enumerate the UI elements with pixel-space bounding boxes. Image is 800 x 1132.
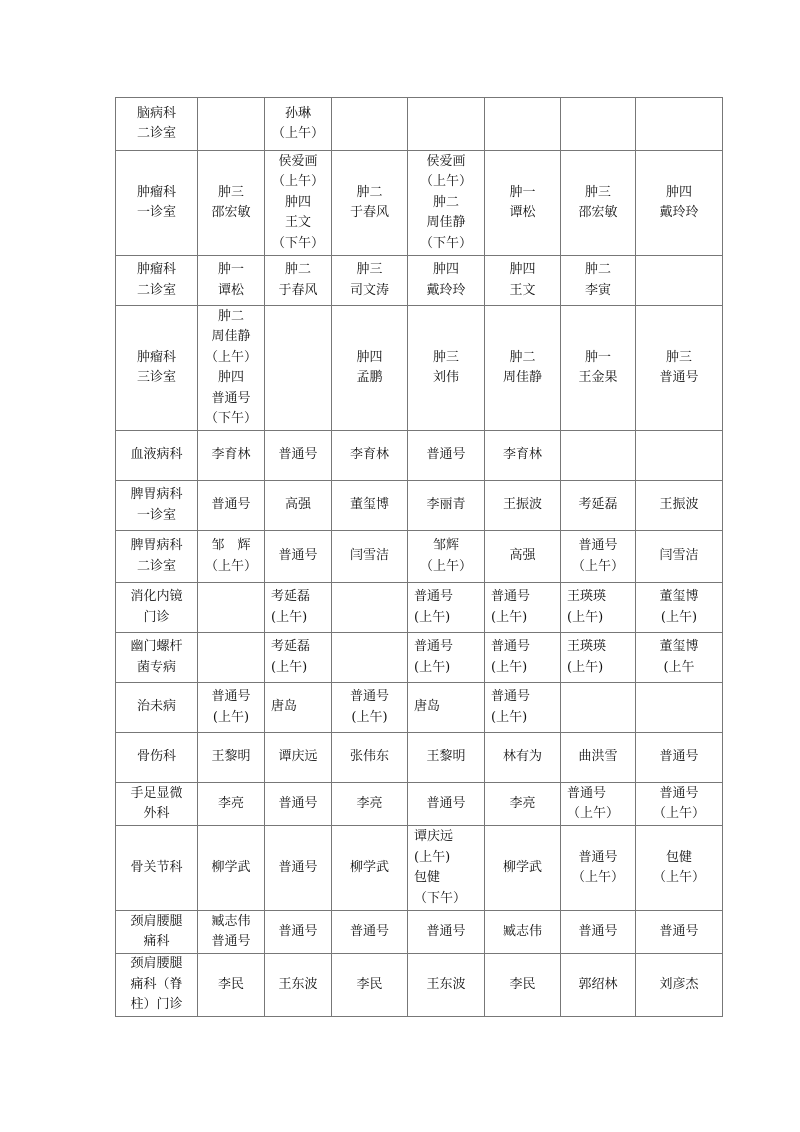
doctor-cell: 普通号 (上午) <box>408 633 485 683</box>
doctor-cell: 肿二 周佳静 （上午） 肿四 普通号 （下午） <box>198 306 265 431</box>
department-cell: 肿瘤科 三诊室 <box>116 306 198 431</box>
doctor-cell: 董玺博 (上午) <box>636 583 723 633</box>
doctor-cell <box>636 431 723 481</box>
doctor-cell <box>636 98 723 151</box>
doctor-cell: 王瑛瑛 (上午) <box>561 583 636 633</box>
doctor-cell: 普通号 （上午） <box>561 826 636 911</box>
doctor-cell: 林有为 <box>485 733 561 783</box>
doctor-cell: 普通号 <box>265 911 332 954</box>
table-row <box>116 431 723 481</box>
doctor-cell <box>408 98 485 151</box>
department-cell: 脾胃病科 二诊室 <box>116 531 198 583</box>
doctor-cell: 董玺博 (上午 <box>636 633 723 683</box>
table-row <box>116 98 723 151</box>
table-row <box>116 783 723 826</box>
doctor-cell: 高强 <box>265 481 332 531</box>
doctor-cell: 臧志伟 普通号 <box>198 911 265 954</box>
doctor-cell: 普通号 <box>408 431 485 481</box>
doctor-cell: 普通号 (上午) <box>198 683 265 733</box>
doctor-cell: 普通号 <box>636 911 723 954</box>
doctor-cell: 王振波 <box>636 481 723 531</box>
doctor-cell: 谭庆远 (上午) 包健 （下午） <box>408 826 485 911</box>
doctor-cell: 肿二 于春风 <box>265 256 332 306</box>
doctor-cell: 普通号 (上午) <box>332 683 408 733</box>
doctor-cell: 普通号 <box>332 911 408 954</box>
doctor-cell: 肿四 戴玲玲 <box>636 151 723 256</box>
doctor-cell: 邹辉 （上午） <box>408 531 485 583</box>
doctor-cell: 普通号 <box>265 431 332 481</box>
doctor-cell: 普通号 (上午) <box>485 683 561 733</box>
doctor-cell: 肿一 王金果 <box>561 306 636 431</box>
doctor-cell: 肿三 邵宏敏 <box>198 151 265 256</box>
doctor-cell <box>198 98 265 151</box>
doctor-cell: 肿二 李寅 <box>561 256 636 306</box>
doctor-cell: 普通号 <box>561 911 636 954</box>
doctor-cell <box>561 431 636 481</box>
schedule-body <box>116 98 723 1017</box>
doctor-cell: 李亮 <box>485 783 561 826</box>
department-cell: 肿瘤科 一诊室 <box>116 151 198 256</box>
doctor-cell <box>485 98 561 151</box>
doctor-cell: 肿一 谭松 <box>485 151 561 256</box>
doctor-cell: 曲洪雪 <box>561 733 636 783</box>
doctor-cell: 普通号 <box>198 481 265 531</box>
doctor-cell: 包健 （上午） <box>636 826 723 911</box>
doctor-cell: 郭绍林 <box>561 954 636 1017</box>
department-cell: 手足显微 外科 <box>116 783 198 826</box>
doctor-cell: 张伟东 <box>332 733 408 783</box>
table-row <box>116 481 723 531</box>
doctor-cell: 王黎明 <box>408 733 485 783</box>
doctor-cell <box>636 683 723 733</box>
doctor-cell: 普通号 (上午) <box>485 583 561 633</box>
table-row <box>116 911 723 954</box>
doctor-cell: 普通号 <box>265 531 332 583</box>
table-row <box>116 151 723 256</box>
doctor-cell <box>198 583 265 633</box>
department-cell: 骨关节科 <box>116 826 198 911</box>
department-cell: 肿瘤科 二诊室 <box>116 256 198 306</box>
department-cell: 颈肩腰腿 痛科（脊 柱）门诊 <box>116 954 198 1017</box>
doctor-cell: 肿三 邵宏敏 <box>561 151 636 256</box>
doctor-cell: 肿四 戴玲玲 <box>408 256 485 306</box>
table-row <box>116 531 723 583</box>
department-cell: 治未病 <box>116 683 198 733</box>
table-row <box>116 633 723 683</box>
doctor-cell: 谭庆远 <box>265 733 332 783</box>
doctor-cell: 柳学武 <box>198 826 265 911</box>
doctor-cell: 普通号 （上午） <box>561 783 636 826</box>
department-cell: 骨伤科 <box>116 733 198 783</box>
doctor-cell: 高强 <box>485 531 561 583</box>
doctor-cell: 董玺博 <box>332 481 408 531</box>
department-cell: 消化内镜 门诊 <box>116 583 198 633</box>
doctor-cell: 王东波 <box>265 954 332 1017</box>
doctor-cell: 孙琳 （上午） <box>265 98 332 151</box>
doctor-cell: 李丽青 <box>408 481 485 531</box>
doctor-cell: 普通号 （上午） <box>561 531 636 583</box>
doctor-cell: 刘彦杰 <box>636 954 723 1017</box>
doctor-cell <box>198 633 265 683</box>
department-cell: 血液病科 <box>116 431 198 481</box>
doctor-cell <box>332 633 408 683</box>
doctor-cell: 唐岛 <box>265 683 332 733</box>
doctor-cell: 臧志伟 <box>485 911 561 954</box>
table-row <box>116 733 723 783</box>
doctor-cell: 侯爱画 （上午） 肿二 周佳静 （下午） <box>408 151 485 256</box>
table-row <box>116 306 723 431</box>
doctor-cell <box>636 256 723 306</box>
department-cell: 脾胃病科 一诊室 <box>116 481 198 531</box>
doctor-cell: 普通号 （上午） <box>636 783 723 826</box>
department-cell: 颈肩腰腿 痛科 <box>116 911 198 954</box>
doctor-cell: 李育林 <box>332 431 408 481</box>
doctor-cell: 闫雪洁 <box>636 531 723 583</box>
doctor-cell: 侯爱画 （上午） 肿四 王文 （下午） <box>265 151 332 256</box>
schedule-table <box>115 97 723 1017</box>
doctor-cell <box>561 683 636 733</box>
doctor-cell: 肿二 于春风 <box>332 151 408 256</box>
doctor-cell: 普通号 (上午) <box>408 583 485 633</box>
doctor-cell: 王振波 <box>485 481 561 531</box>
doctor-cell <box>332 583 408 633</box>
table-row <box>116 683 723 733</box>
doctor-cell: 李亮 <box>332 783 408 826</box>
department-cell: 脑病科 二诊室 <box>116 98 198 151</box>
doctor-cell: 柳学武 <box>332 826 408 911</box>
doctor-cell: 考延磊 <box>561 481 636 531</box>
doctor-cell: 普通号 (上午) <box>485 633 561 683</box>
doctor-cell: 李民 <box>198 954 265 1017</box>
doctor-cell: 柳学武 <box>485 826 561 911</box>
doctor-cell: 闫雪洁 <box>332 531 408 583</box>
doctor-cell: 普通号 <box>408 783 485 826</box>
doctor-cell <box>265 306 332 431</box>
doctor-cell: 肿三 刘伟 <box>408 306 485 431</box>
doctor-cell: 唐岛 <box>408 683 485 733</box>
doctor-cell: 普通号 <box>265 783 332 826</box>
doctor-cell: 王黎明 <box>198 733 265 783</box>
doctor-cell: 普通号 <box>408 911 485 954</box>
department-cell: 幽门螺杆 菌专病 <box>116 633 198 683</box>
doctor-cell: 肿四 王文 <box>485 256 561 306</box>
table-row <box>116 256 723 306</box>
doctor-cell <box>332 98 408 151</box>
table-row <box>116 583 723 633</box>
doctor-cell: 王东波 <box>408 954 485 1017</box>
doctor-cell: 李民 <box>332 954 408 1017</box>
doctor-cell: 肿三 普通号 <box>636 306 723 431</box>
doctor-cell: 李育林 <box>198 431 265 481</box>
doctor-cell: 肿一 谭松 <box>198 256 265 306</box>
doctor-cell: 王瑛瑛 (上午) <box>561 633 636 683</box>
doctor-cell: 邹 辉 （上午） <box>198 531 265 583</box>
doctor-cell: 普通号 <box>636 733 723 783</box>
doctor-cell: 普通号 <box>265 826 332 911</box>
table-row <box>116 954 723 1017</box>
doctor-cell: 考延磊 (上午) <box>265 633 332 683</box>
doctor-cell: 肿三 司文涛 <box>332 256 408 306</box>
doctor-cell: 肿四 孟鹏 <box>332 306 408 431</box>
doctor-cell: 李亮 <box>198 783 265 826</box>
doctor-cell: 李育林 <box>485 431 561 481</box>
doctor-cell: 肿二 周佳静 <box>485 306 561 431</box>
doctor-cell <box>561 98 636 151</box>
table-row <box>116 826 723 911</box>
doctor-cell: 考延磊 (上午) <box>265 583 332 633</box>
doctor-cell: 李民 <box>485 954 561 1017</box>
